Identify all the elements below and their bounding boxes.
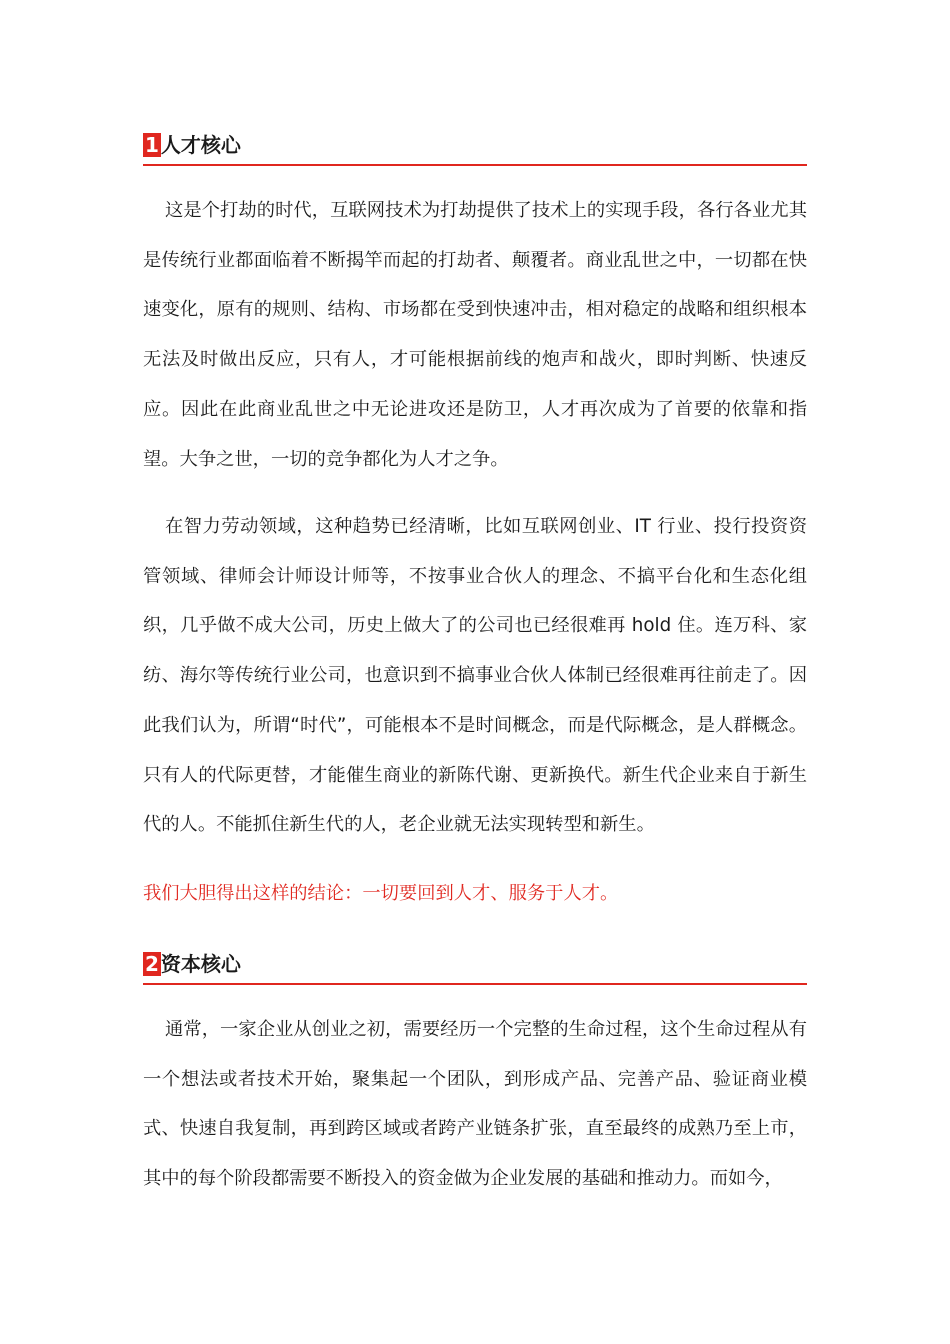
heading-row	[143, 133, 241, 157]
paragraph-capital-intro: 通常，一家企业从创业之初，需要经历一个完整的生命过程，这个生命过程从有一个想法或者技术开始，聚集起一个团队，到形成产品、完善产品、验证商业模式、快速自我复制，再到跨区域或者跨产业链条扩张，直至最终的成熟乃至上市，其中的每个阶段都需要不断投入的资金做为企业发展的基础和推动力。而如今，	[143, 1019, 807, 1190]
section-title: 资本核心	[160, 952, 241, 976]
paragraph-talent-intro: 这是个打劫的时代，互联网技术为打劫提供了技术上的实现手段，各行各业尤其是传统行业都面临着不断揭竿而起的打劫者、颠覆者。商业乱世之中，一切都在快速变化，原有的规则、结构、市场都在受到快速冲击，相对稳定的战略和组织根本无法及时做出反应，只有人，才可能根据前线的炮声和战火，即时判断、快速反应。因此在此商业乱世之中无论进攻还是防卫，人才再次成为了首要的依靠和指望。大争之世，一切的竞争都化为人才之争。	[143, 200, 807, 470]
section-title: 人才核心	[160, 133, 241, 157]
section-heading-talent	[143, 128, 807, 166]
paragraph-talent-trend: 在智力劳动领域，这种趋势已经清晰，比如互联网创业、IT 行业、投行投资资管领域、律师会计师设计师等，不按事业合伙人的理念、不搞平台化和生态化组织，几乎做不成大公司，历史上做大了的公司也已经很难再 hold 住。连万科、家纺、海尔等传统行业公司，也意识到不搞事业合伙人体制已经很难再往前走了。因此我们认为，所谓“时代”，可能根本不是时间概念，而是代际概念，是人群概念。只有人的代际更替，才能催生商业的新陈代谢、更新换代。新生代企业来自于新生代的人。不能抓住新生代的人，老企业就无法实现转型和新生。	[143, 516, 807, 836]
section-number-badge: 2	[145, 952, 159, 976]
conclusion-highlight: 我们大胆得出这样的结论：一切要回到人才、服务于人才。	[143, 883, 619, 904]
section-number-badge: 1	[145, 133, 159, 157]
section-heading-capital	[143, 947, 807, 985]
heading-row	[143, 952, 241, 976]
